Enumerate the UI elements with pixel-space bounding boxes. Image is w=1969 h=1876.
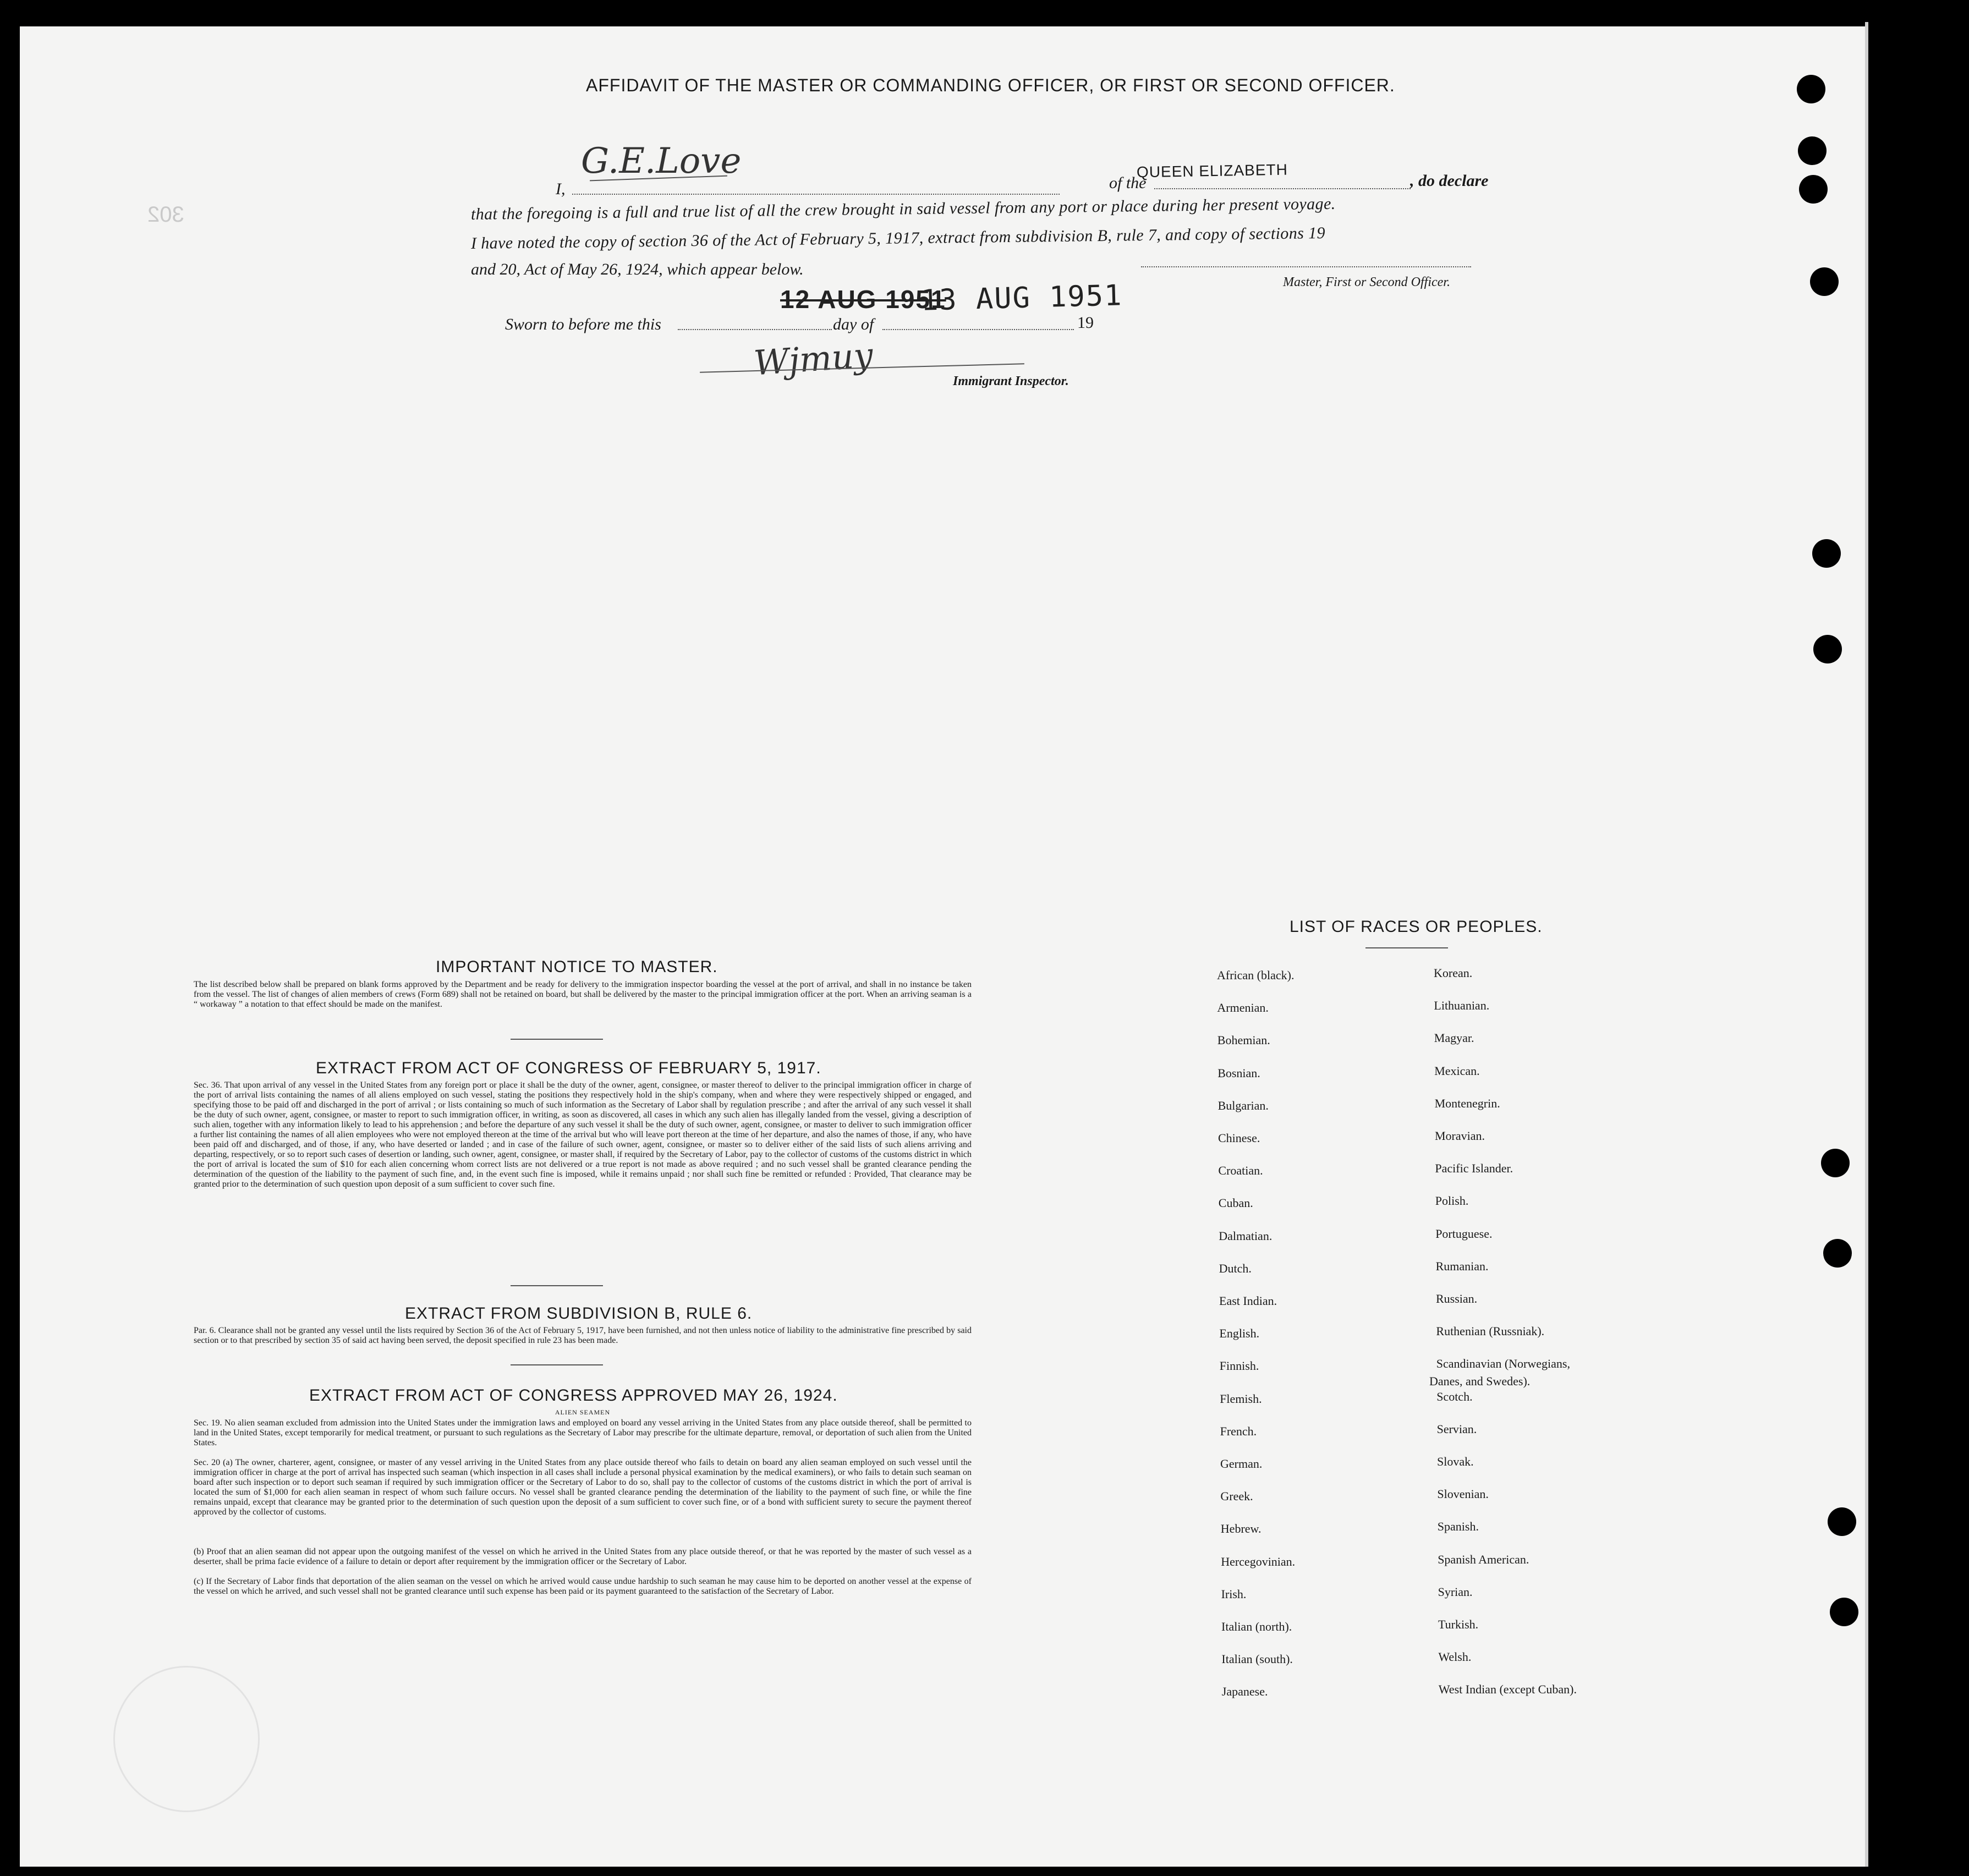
race-item: Finnish. xyxy=(1219,1359,1259,1373)
race-item: Chinese. xyxy=(1218,1131,1260,1145)
race-item: Syrian. xyxy=(1438,1584,1473,1599)
binder-hole xyxy=(1810,267,1839,296)
race-item: Moravian. xyxy=(1435,1129,1485,1143)
affidavit-title: AFFIDAVIT OF THE MASTER OR COMMANDING OFFICER, OR FIRST OR SECOND OFFICER. xyxy=(586,75,1395,95)
race-item: Dalmatian. xyxy=(1219,1228,1273,1243)
race-item: Scotch. xyxy=(1436,1389,1473,1403)
extract-1917-text: Sec. 36. That upon arrival of any vessel in the United States from any foreign port or place it shall be the duty of the owner, agent, consignee, or master thereof to deliver to the principal immigration officer in charge of the port of arrival lists containing the names of all aliens employed on such vessel, stating the positions they respectively hold in the ship's company, when and where they were respectively shipped or engaged, and specifying those to be paid off and discharged in the port of arrival ; or lists containing so much of such information as the Secretary of Labor shall by regulation prescribe ; and after the arrival of any such vessel it shall be the duty of such owner, agent, consignee, or master to report to such immigration officer, in writing, as soon as discovered, all cases in which any such alien has illegally landed from the vessel, giving a description of such alien, together with any information likely to lead to his apprehension ; and before the departure of any such vessel it shall be the duty of such owner, agent, consignee, or master to deliver to such immigration officer a further list containing the names of all alien employees who were not employed thereon at the time of the arrival but who will leave port thereon at the time of her departure, and also the names of those, if any, who have been paid off and discharged, and of those, if any, who have deserted or landed ; and in case of the failure of such owner, agent, consignee, or master so to deliver either of the said lists of such aliens arriving and departing, respectively, or so to report such cases of desertion or landing, such owner, agent, consignee, or master shall, if required by the Secretary of Labor, pay to the collector of customs of the customs district in which the port of arrival is located the sum of $10 for each alien concerning whom correct lists are not delivered or a true report is not made as above required ; and no such vessel shall be granted clearance pending the determination of the question of the liability to the payment of such fine, and, in the event such fine is imposed, while it remains unpaid ; nor shall such fine be remitted or refunded : Provided, That clearance may be granted prior to the determination of such question upon deposit of a sum sufficient to cover such fine. xyxy=(194,1080,972,1189)
page-edge xyxy=(1865,22,1868,1867)
stamp-old-date: 12 AUG 1951 xyxy=(780,285,946,314)
i-prefix: I, xyxy=(556,180,566,198)
divider-1 xyxy=(511,1039,603,1040)
binder-hole xyxy=(1828,1507,1856,1536)
affidavit-body-line-2: I have noted the copy of section 36 of the Act of February 5, 1917, extract from subdivision B, rule 7, and copy of sections 19 xyxy=(470,224,1326,253)
race-item: Russian. xyxy=(1436,1292,1478,1305)
affidavit-body-line-3: and 20, Act of May 26, 1924, which appear below. xyxy=(471,260,804,278)
race-item: Dutch. xyxy=(1219,1261,1252,1275)
race-item: English. xyxy=(1219,1326,1260,1341)
race-item: Scandinavian (Norwegians, xyxy=(1436,1357,1570,1371)
subdivision-b-text: Par. 6. Clearance shall not be granted any vessel until the lists required by Section 36 of the Act of February 5, 1917, have been furnished, and not then unless notice of liability to the administrative fine prescribed by said section or to that prescribed by section 35 of said act having been served, the deposit specified in rule 23 has been made. xyxy=(194,1326,972,1345)
race-item: Bosnian. xyxy=(1217,1066,1260,1080)
alien-seamen-subtitle: ALIEN SEAMEN xyxy=(555,1408,611,1416)
race-item: Portuguese. xyxy=(1435,1226,1493,1241)
race-item: Montenegrin. xyxy=(1434,1096,1500,1110)
race-item: East Indian. xyxy=(1219,1294,1277,1308)
race-item: Magyar. xyxy=(1434,1031,1474,1045)
race-item: Slovenian. xyxy=(1437,1487,1489,1501)
binder-hole xyxy=(1830,1598,1858,1626)
race-item: French. xyxy=(1220,1424,1257,1438)
inspector-signature: Wjmuy xyxy=(752,334,874,383)
of-the-label: of the xyxy=(1109,174,1147,192)
document-page xyxy=(20,26,1865,1867)
race-item: Rumanian. xyxy=(1435,1259,1489,1273)
extract-1924-title: EXTRACT FROM ACT OF CONGRESS APPROVED MAY 26, 1924. xyxy=(309,1386,838,1405)
notice-text: The list described below shall be prepared on blank forms approved by the Department and be ready for delivery to the immigration inspector boarding the vessel at the port of arrival, and shall in no instance be taken from the vessel. The list of changes of alien members of crews (Form 689) shall not be retained on board, but shall be delivered by the master to the principal immigration officer at the port. When an arriving seaman is a “ workaway ” a notation to that effect should be made on the manifest. xyxy=(194,980,972,1009)
binder-hole xyxy=(1823,1239,1852,1268)
sworn-month-line xyxy=(882,329,1074,330)
bleed-page-number: 302 xyxy=(147,202,184,227)
race-item: Bulgarian. xyxy=(1217,1098,1269,1112)
race-item: Polish. xyxy=(1435,1194,1469,1208)
notice-title: IMPORTANT NOTICE TO MASTER. xyxy=(436,958,718,976)
divider-3 xyxy=(511,1364,603,1365)
binder-hole xyxy=(1812,539,1841,568)
inspector-caption: Immigrant Inspector. xyxy=(953,374,1069,388)
divider-2 xyxy=(511,1285,603,1286)
race-item: African (black). xyxy=(1217,968,1295,982)
master-signature: G.E.Love xyxy=(581,141,742,182)
race-item: Pacific Islander. xyxy=(1435,1161,1513,1176)
master-name-line xyxy=(572,194,1060,195)
race-item: Greek. xyxy=(1220,1489,1253,1504)
vessel-name: QUEEN ELIZABETH xyxy=(1136,161,1288,181)
race-item: Ruthenian (Russniak). xyxy=(1436,1324,1545,1339)
race-item: Irish. xyxy=(1221,1587,1247,1601)
sworn-prefix: Sworn to before me this xyxy=(505,315,661,333)
day-of-label: day of xyxy=(833,315,874,333)
race-item: Korean. xyxy=(1434,966,1473,980)
year-prefix: 19 xyxy=(1077,314,1094,332)
race-item: Cuban. xyxy=(1218,1196,1253,1210)
binder-hole xyxy=(1799,175,1828,204)
master-sign-line xyxy=(1141,266,1471,267)
race-item: Slovak. xyxy=(1437,1455,1474,1468)
race-item: German. xyxy=(1220,1457,1263,1471)
faint-circular-stamp xyxy=(113,1666,260,1812)
binder-hole xyxy=(1798,136,1827,165)
races-title: LIST OF RACES OR PEOPLES. xyxy=(1290,918,1543,936)
extract-1917-title: EXTRACT FROM ACT OF CONGRESS OF FEBRUARY 5, 1917. xyxy=(316,1059,821,1077)
binder-hole xyxy=(1813,635,1842,663)
sworn-day-line xyxy=(678,329,832,330)
race-item: Armenian. xyxy=(1217,1001,1269,1015)
race-item: Croatian. xyxy=(1218,1164,1263,1178)
race-item: Hebrew. xyxy=(1220,1522,1262,1536)
binder-hole xyxy=(1797,75,1825,103)
race-item: Spanish American. xyxy=(1438,1552,1529,1566)
extract-1924-sec19: Sec. 19. No alien seaman excluded from admission into the United States under the immigration laws and employed on board any vessel arriving in the United States from any place outside thereof, shall be permitted to land in the United States, except temporarily for medical treatment, or pursuant to such regulations as the Secretary of Labor may prescribe for the ultimate departure, removal, or deportation of such alien from the United States. xyxy=(194,1418,972,1447)
race-item: Italian (north). xyxy=(1221,1620,1292,1633)
race-item: Spanish. xyxy=(1437,1520,1479,1534)
binder-hole xyxy=(1821,1149,1850,1177)
extract-1924-sec20c: (c) If the Secretary of Labor finds that deportation of the alien seaman on the vessel on which he arrived would cause undue hardship to such seaman he may cause him to be deported on another vessel at the expense of the vessel on which he arrived, and such vessel shall not be granted clearance until such expense has been paid or its payment guaranteed to the satisfaction of the Secretary of Labor. xyxy=(194,1577,972,1596)
race-right-continuation: Danes, and Swedes). xyxy=(1429,1374,1531,1388)
extract-1924-sec20a: Sec. 20 (a) The owner, charterer, agent, consignee, or master of any vessel arriving in the United States from any place outside thereof who fails to detain on board any alien seaman employed on such vessel until the immigration officer in charge at the port of arrival has inspected such seaman (which inspection in all cases shall include a personal physical examination by the medical examiners), or who fails to detain such seaman on board after such inspection or to deport such seaman if required by such immigration officer or the Secretary of Labor to do so, shall pay to the collector of customs of the customs district in which the port of arrival is located the sum of $1,000 for each alien seaman in respect of whom such failure occurs. No vessel shall be granted clearance pending the determination of the liability to the payment of such fine, or while the fine remains unpaid, except that clearance may be granted prior to the determination of such question upon the deposit of a sum sufficient to cover such fine, or of a bond with sufficient surety to secure the payment thereof approved by the collector of customs. xyxy=(194,1458,972,1517)
race-item: Welsh. xyxy=(1438,1650,1472,1664)
do-declare: , do declare xyxy=(1410,172,1489,190)
race-item: Bohemian. xyxy=(1217,1033,1270,1047)
race-item: Mexican. xyxy=(1434,1063,1480,1078)
race-item: Flemish. xyxy=(1220,1391,1262,1406)
extract-1924-sec20b: (b) Proof that an alien seaman did not appear upon the outgoing manifest of the vessel on which he arrived in the United States from any place outside thereof, or that he was reported by the master of such vessel as a deserter, shall be prima facie evidence of a failure to detain or deport after requirement by the immigration officer or the Secretary of Labor. xyxy=(194,1547,972,1566)
races-divider xyxy=(1365,947,1448,948)
race-item: Lithuanian. xyxy=(1434,999,1490,1013)
race-item: Turkish. xyxy=(1438,1617,1479,1631)
vessel-name-line xyxy=(1154,188,1411,189)
race-item: Italian (south). xyxy=(1221,1652,1293,1666)
master-caption: Master, First or Second Officer. xyxy=(1283,275,1450,289)
subdivision-b-title: EXTRACT FROM SUBDIVISION B, RULE 6. xyxy=(405,1304,753,1323)
race-item: Servian. xyxy=(1436,1422,1477,1436)
stamp-new-date: 13 AUG 1951 xyxy=(920,279,1123,317)
race-item: West Indian (except Cuban). xyxy=(1438,1682,1577,1697)
race-item: Japanese. xyxy=(1221,1685,1268,1699)
race-item: Hercegovinian. xyxy=(1221,1554,1296,1568)
affidavit-body-line-1: that the foregoing is a full and true list of all the crew brought in said vessel from any port or place during her present voyage. xyxy=(470,194,1336,223)
